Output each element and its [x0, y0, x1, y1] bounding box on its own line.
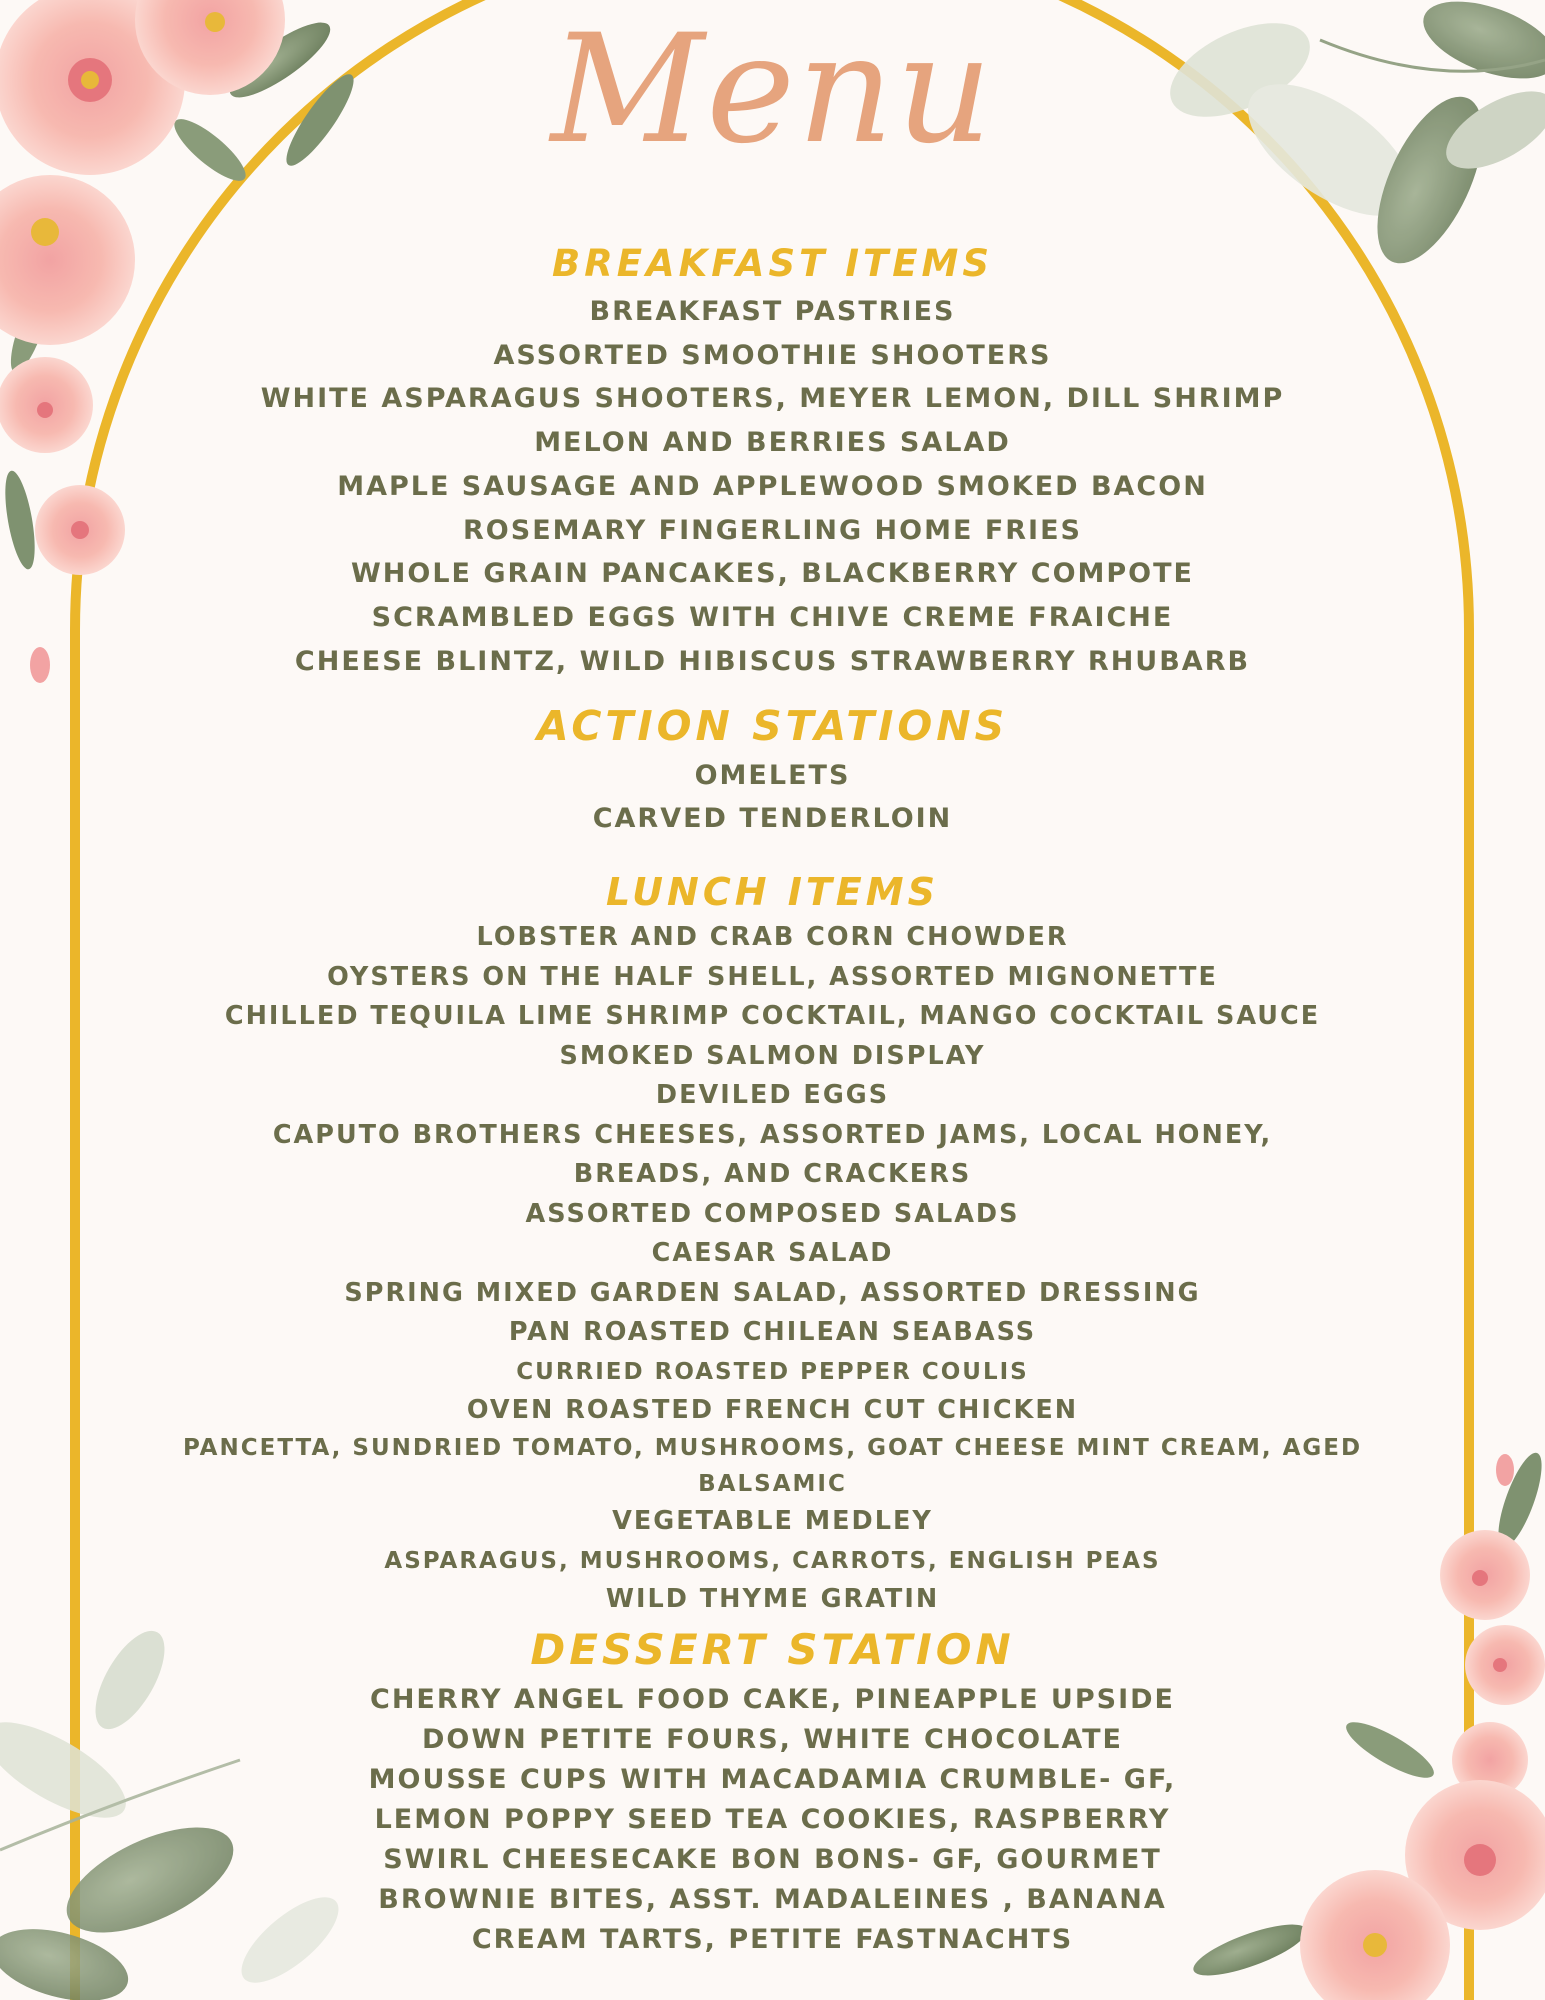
menu-item: ASSORTED SMOOTHIE SHOOTERS: [493, 339, 1052, 371]
menu-item: ASSORTED COMPOSED SALADS: [525, 1198, 1020, 1229]
section-breakfast-items: [150, 238, 1395, 683]
menu-item: CAESAR SALAD: [651, 1238, 894, 1268]
menu-item-detail: PANCETTA, SUNDRIED TOMATO, MUSHROOMS, GOAT CHEESE MINT CREAM, AGED BALSAMIC: [182, 1435, 1363, 1497]
menu-item: OYSTERS ON THE HALF SHELL, ASSORTED MIGNONETTE: [327, 961, 1218, 992]
menu-item-detail: ASPARAGUS, MUSHROOMS, CARROTS, ENGLISH PEAS: [384, 1547, 1161, 1574]
menu-item: BREADS, AND CRACKERS: [573, 1159, 972, 1189]
menu-item: WILD THYME GRATIN: [605, 1583, 940, 1614]
menu-item-detail: CURRIED ROASTED PEPPER COULIS: [516, 1358, 1029, 1385]
menu-item: DEVILED EGGS: [655, 1080, 890, 1110]
menu-item: OVEN ROASTED FRENCH CUT CHICKEN: [466, 1394, 1079, 1425]
menu-item: SMOKED SALMON DISPLAY: [559, 1040, 986, 1071]
menu-item: OMELETS: [694, 760, 851, 791]
dessert-description: CHERRY ANGEL FOOD CAKE, PINEAPPLE UPSIDE DOWN PETITE FOURS, WHITE CHOCOLATE MOUSSE CUPS WITH MACADAMIA CRUMBLE- GF, LEMON POPPY SEED TEA COOKIES, RASPBERRY SWIRL CHEESECAKE BON BONS- GF, GOURMET BROWNIE BITES, ASST. MADALEINES , BANANA CREAM TARTS, PETITE FASTNACHTS: [368, 1684, 1177, 1955]
section-heading: BREAKFAST ITEMS: [552, 242, 993, 285]
section-heading: LUNCH ITEMS: [606, 870, 939, 914]
section-dessert-station: [150, 1620, 1395, 1960]
menu-item: MAPLE SAUSAGE AND APPLEWOOD SMOKED BACON: [337, 470, 1208, 502]
menu-item: CARVED TENDERLOIN: [592, 803, 953, 834]
menu-item: CAPUTO BROTHERS CHEESES, ASSORTED JAMS, LOCAL HONEY,: [272, 1119, 1273, 1150]
section-lunch-items: [150, 866, 1395, 1619]
menu-item: BREAKFAST PASTRIES: [589, 296, 956, 327]
menu-item: ROSEMARY FINGERLING HOME FRIES: [463, 514, 1082, 546]
menu-item: MELON AND BERRIES SALAD: [534, 427, 1011, 459]
section-action-stations: [150, 698, 1395, 840]
menu-item: CHEESE BLINTZ, WILD HIBISCUS STRAWBERRY RHUBARB: [294, 645, 1251, 677]
menu-title: Menu: [550, 3, 995, 177]
section-heading: ACTION STATIONS: [536, 702, 1009, 750]
section-heading: DESSERT STATION: [530, 1625, 1015, 1674]
menu-item: WHOLE GRAIN PANCAKES, BLACKBERRY COMPOTE: [351, 558, 1194, 590]
menu-item: SPRING MIXED GARDEN SALAD, ASSORTED DRESSING: [344, 1277, 1201, 1308]
menu-item: VEGETABLE MEDLEY: [612, 1506, 933, 1536]
menu-item: LOBSTER AND CRAB CORN CHOWDER: [476, 922, 1069, 952]
menu-item: WHITE ASPARAGUS SHOOTERS, MEYER LEMON, DILL SHRIMP: [260, 383, 1285, 415]
menu-item: CHILLED TEQUILA LIME SHRIMP COCKTAIL, MANGO COCKTAIL SAUCE: [224, 1001, 1321, 1031]
menu-item: PAN ROASTED CHILEAN SEABASS: [508, 1317, 1037, 1347]
menu-item: SCRAMBLED EGGS WITH CHIVE CREME FRAICHE: [371, 601, 1174, 633]
